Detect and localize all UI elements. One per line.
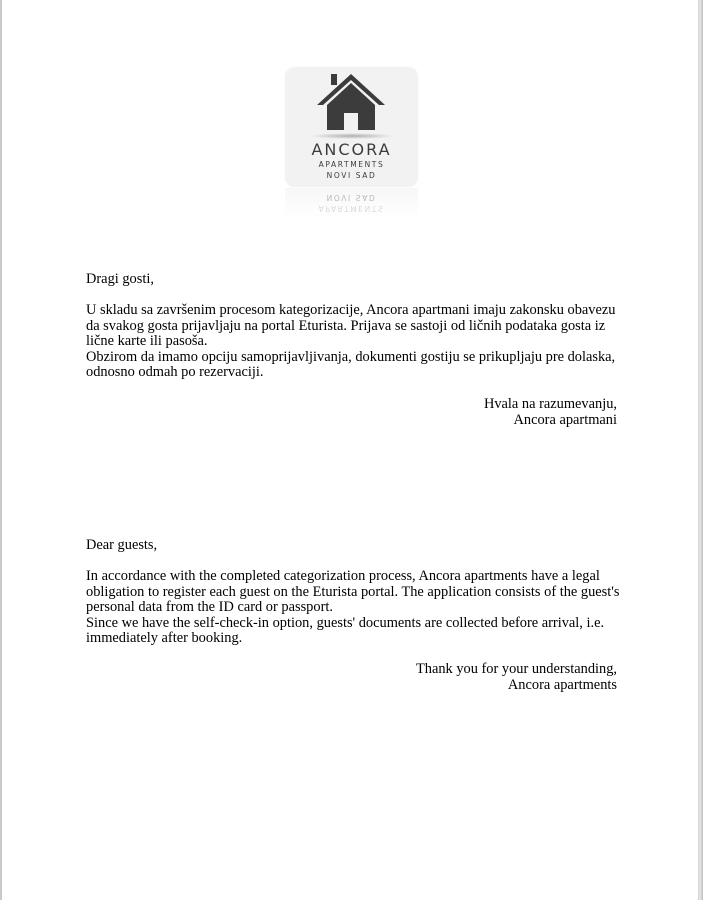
english-closing: Thank you for your understanding, xyxy=(415,661,617,677)
english-body xyxy=(86,569,626,647)
logo-shadow xyxy=(309,133,395,139)
logo-reflection-apartments: APARTMENTS xyxy=(318,204,385,213)
logo-subtitle-city: NOVI SAD xyxy=(326,171,377,180)
serbian-signature: Ancora apartmani xyxy=(513,411,617,428)
english-body-line: immediately after booking. xyxy=(86,630,243,647)
english-salutation: Dear guests, xyxy=(86,537,158,553)
house-icon xyxy=(315,73,387,133)
english-signature: Ancora apartments xyxy=(507,676,617,693)
serbian-body-line: da svakog gosta prijavljaju na portal Eturista. Prijava se sastoji od ličnih podataka gosta iz xyxy=(86,317,606,334)
english-body-line: personal data from the ID card or passport. xyxy=(86,599,333,616)
logo-reflection-city: NOVI SAD xyxy=(326,193,377,202)
serbian-salutation: Dragi gosti, xyxy=(86,271,154,287)
english-body-line: In accordance with the completed categorization process, Ancora apartments have a legal xyxy=(86,568,600,584)
logo-subtitle-apartments: APARTMENTS xyxy=(318,160,385,169)
serbian-signoff xyxy=(484,397,617,428)
serbian-body-line: U skladu sa završenim procesom kategorizacije, Ancora apartmani imaju zakonsku obavezu xyxy=(86,302,616,318)
english-body-line: obligation to register each guest on the Eturista portal. The application consists of the guest's xyxy=(86,583,620,600)
ancora-logo xyxy=(285,67,418,187)
serbian-body-line: Obzirom da imamo opciju samoprijavljivanja, dokumenti gostiju se prikupljaju pre dolaska, xyxy=(86,348,616,365)
serbian-body xyxy=(86,303,626,381)
logo-reflection xyxy=(285,188,418,218)
english-body-line: Since we have the self-check-in option, guests' documents are collected before arrival, i.e. xyxy=(86,614,605,631)
logo-title: ANCORA xyxy=(311,140,392,159)
serbian-body-line: odnosno odmah po rezervaciji. xyxy=(86,364,264,381)
serbian-closing: Hvala na razumevanju, xyxy=(483,396,617,412)
english-signoff xyxy=(416,662,617,693)
serbian-body-line: lične karte ili pasoša. xyxy=(86,333,208,350)
page-left-edge xyxy=(0,0,2,900)
page-right-edge xyxy=(698,0,703,900)
